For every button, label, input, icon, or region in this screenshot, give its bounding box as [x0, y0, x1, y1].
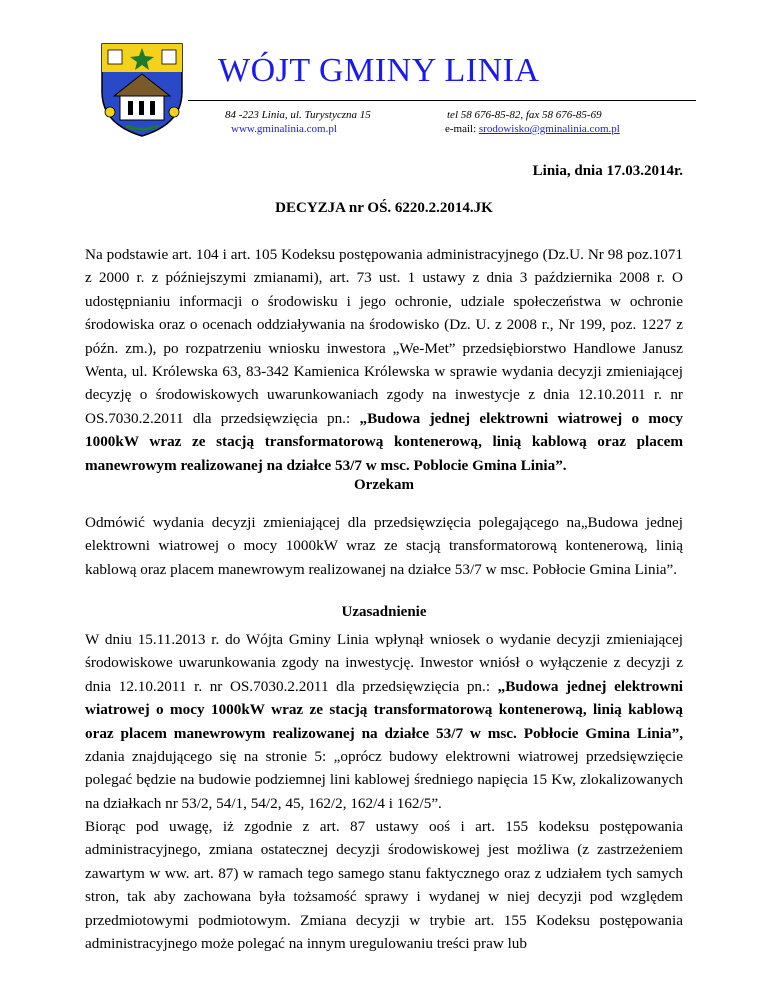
gmina-coat-of-arms-logo	[98, 40, 186, 138]
email-line	[445, 123, 620, 135]
paragraph-justification	[85, 628, 683, 815]
justification-text-b: zdania znajdującego się na stronie 5: „oprócz budowy elektrowni wiatrowej przedsięwzięcie polegać będzie na budowie podziemnej lini kablowej średniego napięcia 15 Kw, zlokalizowanych na działkach nr 53/2, 54/1, 54/2, 45, 162/2, 162/4 i 162/5”.	[85, 748, 683, 812]
paragraph-legal-analysis: Biorąc pod uwagę, iż zgodnie z art. 87 ustawy ooś i art. 155 kodeksu postępowania administracyjnego, zmiana ostatecznej decyzji środowiskowej jest możliwa (z zastrzeżeniem zawartym w ww. art. 87) w ramach tego samego stanu faktycznego oraz z udziałem tych samych stron, tak aby zachowana była tożsamość sprawy i wydanej w niej decyzji pod względem przedmiotowymi podmiotowym. Zmiana decyzji w trybie art. 155 Kodeksu postępowania administracyjnego może polegać na innym uregulowaniu treści praw lub	[85, 818, 683, 953]
office-title: WÓJT GMINY LINIA	[218, 52, 540, 89]
phone-fax: tel 58 676-85-82, fax 58 676-85-69	[447, 109, 602, 121]
project-name-bold: „Budowa jednej elektrowni wiatrowej o mocy 1000kW wraz ze stacją transformatorową kontenerową, linią kablową oraz placem manewrowym realizowanej na działce 53/7 w msc. Poblocie Gmina Linia”.	[85, 409, 683, 474]
legal-basis-text: Na podstawie art. 104 i art. 105 Kodeksu postępowania administracyjnego (Dz.U. Nr 98 poz.1071 z 2000 r. z późniejszymi zmianami), art. 73 ust. 1 ustawy z dnia 3 października 2008 r. O udostępnianiu informacji o środowisku i jego ochronie, udziale społeczeństwa w ochronie środowiska oraz o ocenach oddziaływania na środowisko (Dz. U. z 2008 r., Nr 199, poz. 1227 z późn. zm.), po rozpatrzeniu wniosku inwestora „We-Met” przedsiębiorstwo Handlowe Janusz Wenta, ul. Królewska 63, 83-342 Kamienica Królewska w sprawie wydania decyzji zmieniającej decyzję o środowiskowych uwarunkowaniach zgody na inwestycje z dnia 12.10.2011 r. nr OS.7030.2.2011 dla przedsięwzięcia pn.:	[85, 246, 683, 427]
justification-text-a: W dniu 15.11.2013 r. do Wójta Gminy Linia wpłynął wniosek o wydanie decyzji zmieniającej środowiskowe uwarunkowania zgody na inwestycję. Inwestor wniósł o wyłączenie z decyzji z dnia 12.10.2011 r. nr OS.7030.2.2011 dla przedsięwzięcia pn.:	[85, 631, 683, 695]
address: 84 -223 Linia, ul. Turystyczna 15	[225, 109, 371, 121]
email-link[interactable]: srodowisko@gminalinia.com.pl	[478, 123, 620, 135]
heading-orzekam: Orzekam	[354, 477, 414, 493]
heading-uzasadnienie: Uzasadnienie	[341, 604, 427, 620]
justification-project-bold: „Budowa jednej elektrowni wiatrowej o mocy 1000kW wraz ze stacją transformatorową kontenerową, linią kablową oraz placem manewrowym realizowanej na działce 53/7 w msc. Pobłocie Gmina Linia”,	[85, 677, 683, 742]
date-line: Linia, dnia 17.03.2014r.	[532, 163, 683, 179]
email-label: e-mail:	[445, 123, 479, 135]
website-link[interactable]: www.gminalinia.com.pl	[231, 123, 337, 135]
paragraph-legal-basis	[85, 243, 683, 477]
header-divider	[188, 100, 696, 101]
paragraph-ruling: Odmówić wydania decyzji zmieniającej dla przedsięwzięcia polegającego na„Budowa jednej elektrowni wiatrowej o mocy 1000kW wraz ze stacją transformatorową kontenerową, linią kablową oraz placem manewrowym realizowanej na działce 53/7 w msc. Pobłocie Gmina Linia”.	[85, 514, 683, 578]
decision-title: DECYZJA nr OŚ. 6220.2.2014.JK	[275, 200, 493, 216]
